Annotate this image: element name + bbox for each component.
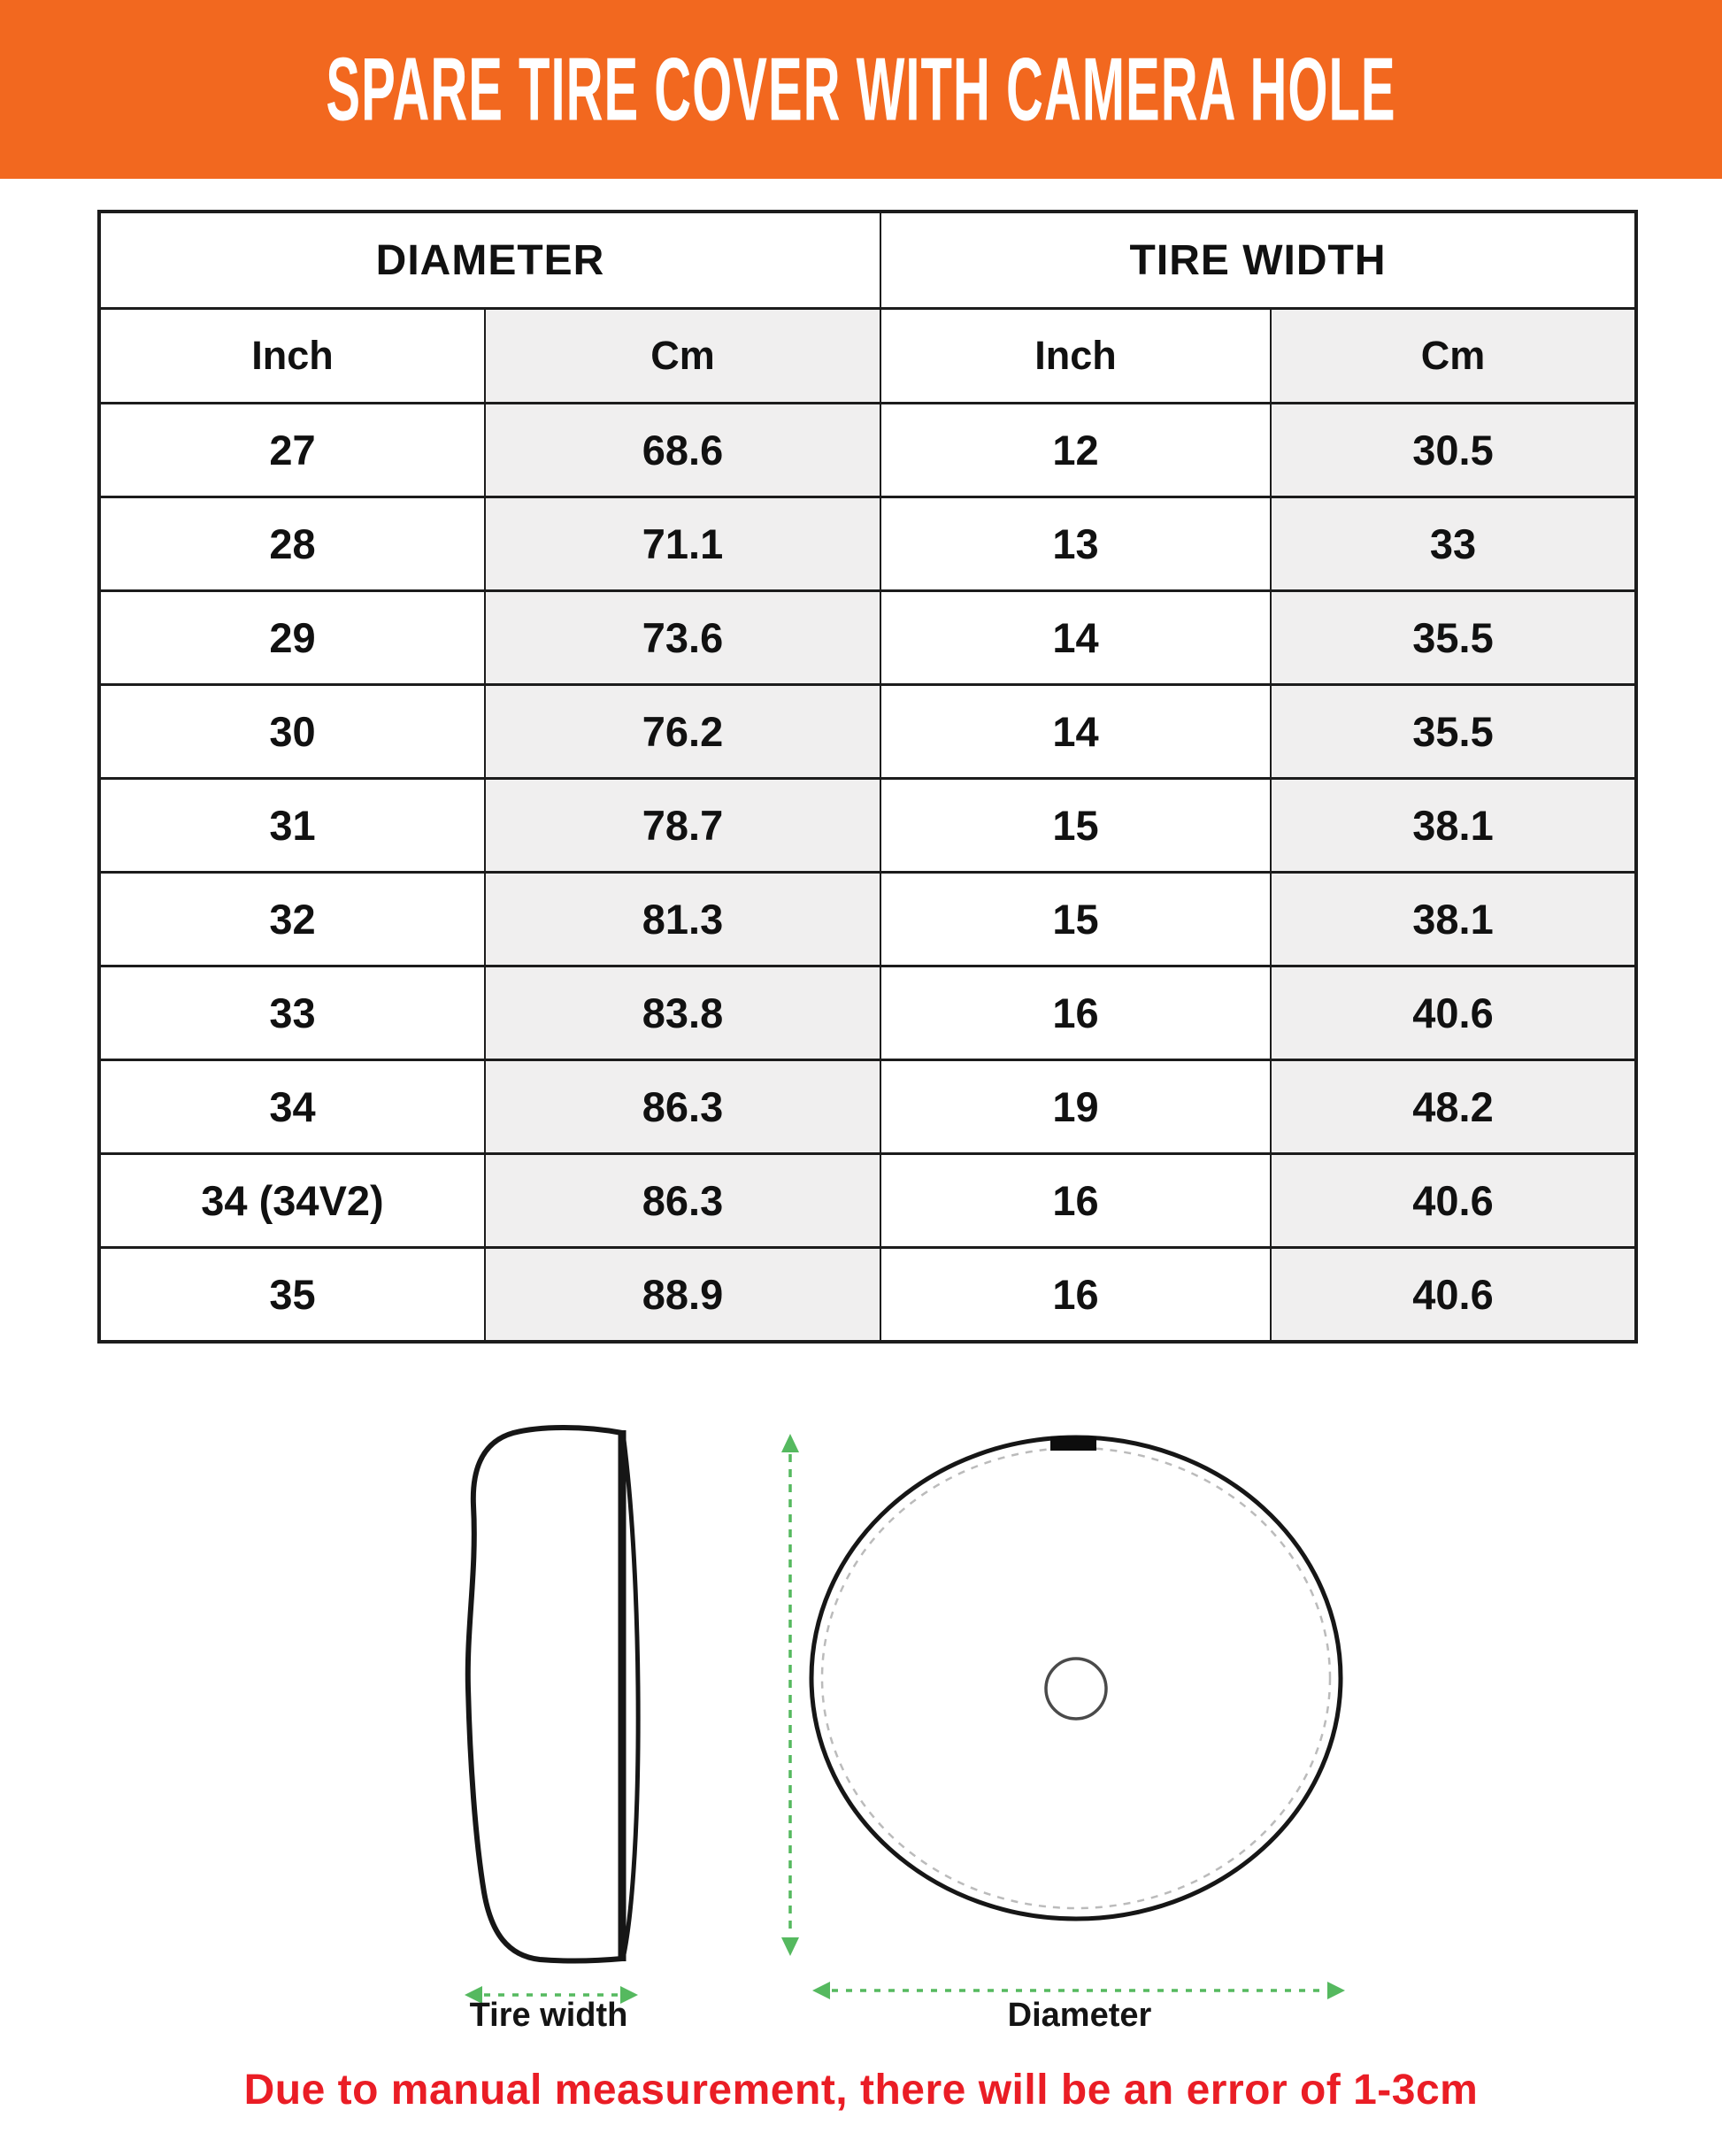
width-cm-value: 35.5 — [1271, 685, 1636, 779]
width-inch-value: 15 — [880, 873, 1271, 966]
table-row — [99, 591, 1636, 685]
diameter-cm-value: 76.2 — [485, 685, 880, 779]
unit-header-diameter-cm: Cm — [485, 309, 880, 404]
width-inch-value: 14 — [880, 685, 1271, 779]
page-title: SPARE TIRE COVER WITH CAMERA HOLE — [326, 39, 1396, 140]
table-row — [99, 497, 1636, 591]
diameter-inch-value: 32 — [99, 873, 485, 966]
width-inch-value: 19 — [880, 1060, 1271, 1154]
width-cm-value: 35.5 — [1271, 591, 1636, 685]
diameter-cm-value: 86.3 — [485, 1060, 880, 1154]
diameter-inch-value: 28 — [99, 497, 485, 591]
diameter-cm-value: 71.1 — [485, 497, 880, 591]
diameter-inch-value: 29 — [99, 591, 485, 685]
width-inch-value: 16 — [880, 966, 1271, 1060]
group-header-row — [99, 212, 1636, 309]
diameter-cm-value: 81.3 — [485, 873, 880, 966]
diameter-inch-value: 34 — [99, 1060, 485, 1154]
tire-width-label: Tire width — [469, 1997, 628, 2034]
diameter-inch-value: 31 — [99, 779, 485, 873]
width-cm-value: 38.1 — [1271, 779, 1636, 873]
table-row — [99, 404, 1636, 497]
width-inch-value: 15 — [880, 779, 1271, 873]
unit-header-width-cm: Cm — [1271, 309, 1636, 404]
table-row — [99, 685, 1636, 779]
diameter-cm-value: 83.8 — [485, 966, 880, 1060]
width-cm-value: 30.5 — [1271, 404, 1636, 497]
width-cm-value: 33 — [1271, 497, 1636, 591]
unit-header-row — [99, 309, 1636, 404]
table-row — [99, 779, 1636, 873]
width-inch-value: 14 — [880, 591, 1271, 685]
diameter-inch-value: 34 (34V2) — [99, 1154, 485, 1248]
column-group-diameter: DIAMETER — [99, 212, 880, 309]
arrow-up-icon — [781, 1434, 799, 1452]
column-group-tire-width: TIRE WIDTH — [880, 212, 1636, 309]
width-cm-value: 40.6 — [1271, 966, 1636, 1060]
width-cm-value: 48.2 — [1271, 1060, 1636, 1154]
width-cm-value: 40.6 — [1271, 1154, 1636, 1248]
tire-side-outline — [468, 1428, 622, 1961]
unit-header-width-inch: Inch — [880, 309, 1271, 404]
tire-front-view — [801, 1424, 1354, 1930]
header-banner — [0, 0, 1722, 179]
tire-side-view — [454, 1421, 653, 1970]
table-row — [99, 1248, 1636, 1343]
table-row — [99, 873, 1636, 966]
diameter-inch-value: 30 — [99, 685, 485, 779]
width-inch-value: 13 — [880, 497, 1271, 591]
camera-hole — [1046, 1659, 1106, 1719]
top-notch — [1050, 1436, 1096, 1451]
diameter-cm-value: 86.3 — [485, 1154, 880, 1248]
diameter-cm-value: 88.9 — [485, 1248, 880, 1343]
table-row — [99, 966, 1636, 1060]
width-cm-value: 38.1 — [1271, 873, 1636, 966]
diameter-cm-value: 68.6 — [485, 404, 880, 497]
diameter-inch-value: 33 — [99, 966, 485, 1060]
unit-header-diameter-inch: Inch — [99, 309, 485, 404]
table-row — [99, 1060, 1636, 1154]
width-cm-value: 40.6 — [1271, 1248, 1636, 1343]
width-inch-value: 12 — [880, 404, 1271, 497]
diameter-cm-value: 78.7 — [485, 779, 880, 873]
diameter-inch-value: 27 — [99, 404, 485, 497]
table-row — [99, 1154, 1636, 1248]
measurement-disclaimer: Due to manual measurement, there will be an error of 1-3cm — [243, 2067, 1479, 2114]
diameter-cm-value: 73.6 — [485, 591, 880, 685]
width-inch-value: 16 — [880, 1154, 1271, 1248]
diameter-label: Diameter — [1007, 1997, 1152, 2034]
diameter-inch-value: 35 — [99, 1248, 485, 1343]
size-table — [97, 210, 1638, 1344]
width-inch-value: 16 — [880, 1248, 1271, 1343]
arrow-down-icon — [781, 1937, 799, 1956]
